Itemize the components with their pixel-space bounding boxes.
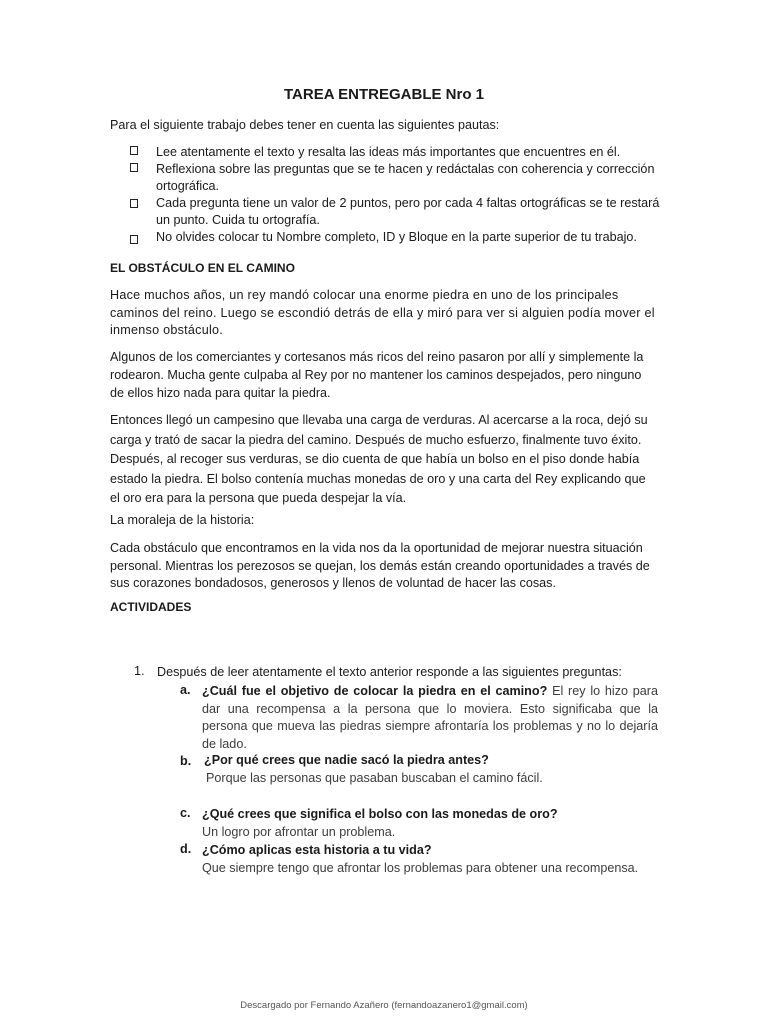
- question-text: ¿Qué crees que significa el bolso con las monedas de oro?: [202, 807, 558, 821]
- answer-text: Que siempre tengo que afrontar los problemas para obtener una recompensa.: [202, 860, 639, 875]
- question-text: ¿Cómo aplicas esta historia a tu vida?: [202, 843, 432, 857]
- guideline-text: Lee atentamente el texto y resalta las ideas más importantes que encuentres en él.: [156, 145, 621, 159]
- story-paragraph: Hace muchos años, un rey mandó colocar una enorme piedra en uno de los principales caminos del reino. Luego se escondió detrás de ella y miró para ver si alguien podía mover el inmenso obstáculo.: [110, 288, 655, 337]
- story-heading: EL OBSTÁCULO EN EL CAMINO: [110, 261, 295, 275]
- guideline-item: [130, 195, 670, 229]
- guideline-item: [130, 161, 670, 195]
- moral-label: La moraleja de la historia:: [110, 513, 255, 527]
- answer-text: Un logro por afrontar un problema.: [202, 824, 396, 839]
- question-answer-block: [204, 752, 660, 787]
- download-footer: Descargado por Fernando Azañero (fernandoazanero1@gmail.com): [240, 1000, 528, 1011]
- checkbox-icon: [130, 235, 138, 244]
- story-paragraph: Algunos de los comerciantes y cortesanos más ricos del reino pasaron por allí y simplemente la rodearon. Mucha gente culpaba al Rey por no mantener los caminos despejados, pero ninguno de ellos hizo nada para quitar la piedra.: [110, 350, 644, 400]
- question-label: b.: [180, 754, 192, 768]
- intro-text: Para el siguiente trabajo debes tener en cuenta las siguientes pautas:: [110, 118, 500, 132]
- question-answer-block: [202, 683, 658, 753]
- guideline-text: No olvides colocar tu Nombre completo, ID y Bloque en la parte superior de tu trabajo.: [156, 230, 637, 244]
- story-paragraph: Entonces llegó un campesino que llevaba una carga de verduras. Al acercarse a la roca, dejó su carga y trató de sacar la piedra del camino. Después de mucho esfuerzo, finalmente tuvo éxito. Después, al recoger sus verduras, se dio cuenta de que había un bolso en el piso donde había estado la piedra. El bolso contenía muchas monedas de oro y una carta del Rey explicando que el oro era para la persona que pueda despejar la vía.: [110, 413, 648, 505]
- question-label: a.: [180, 683, 191, 697]
- checkbox-icon: [130, 199, 138, 208]
- guideline-text: Cada pregunta tiene un valor de 2 puntos, pero por cada 4 faltas ortográficas se te restará un punto. Cuida tu ortografía.: [156, 196, 660, 227]
- question-label: d.: [180, 842, 192, 856]
- activities-heading: ACTIVIDADES: [110, 600, 192, 614]
- activity-number: 1.: [134, 664, 145, 678]
- answer-text: Porque las personas que pasaban buscaban el camino fácil.: [206, 770, 543, 785]
- moral-paragraph: Cada obstáculo que encontramos en la vida nos da la oportunidad de mejorar nuestra situación personal. Mientras los perezosos se quejan, los demás están creando oportunidades a través de sus corazones bondadosos, generosos y llenos de voluntad de hacer las cosas.: [110, 541, 650, 590]
- question-text: ¿Por qué crees que nadie sacó la piedra antes?: [204, 753, 489, 767]
- activity-instructions: Después de leer atentamente el texto anterior responde a las siguientes preguntas:: [157, 665, 622, 679]
- page-title: TAREA ENTREGABLE Nro 1: [283, 86, 484, 103]
- answer-text: El rey lo hizo para dar una recompensa a la persona que lo moviera. Esto significaba que la persona que mueva las piedras siempre afrontaría los problemas y no lo dejaría de lado.: [202, 684, 658, 751]
- checkbox-icon: [130, 146, 138, 155]
- question-answer-block: [202, 806, 658, 841]
- question-text: ¿Cuál fue el objetivo de colocar la piedra en el camino?: [202, 684, 548, 698]
- question-label: c.: [180, 806, 191, 820]
- question-answer-block: [202, 842, 658, 877]
- checkbox-icon: [130, 163, 138, 172]
- guideline-item: [130, 229, 670, 246]
- guideline-text: Reflexiona sobre las preguntas que se te hacen y redáctalas con coherencia y corrección ortográfica.: [156, 162, 655, 193]
- guideline-item: [130, 144, 670, 161]
